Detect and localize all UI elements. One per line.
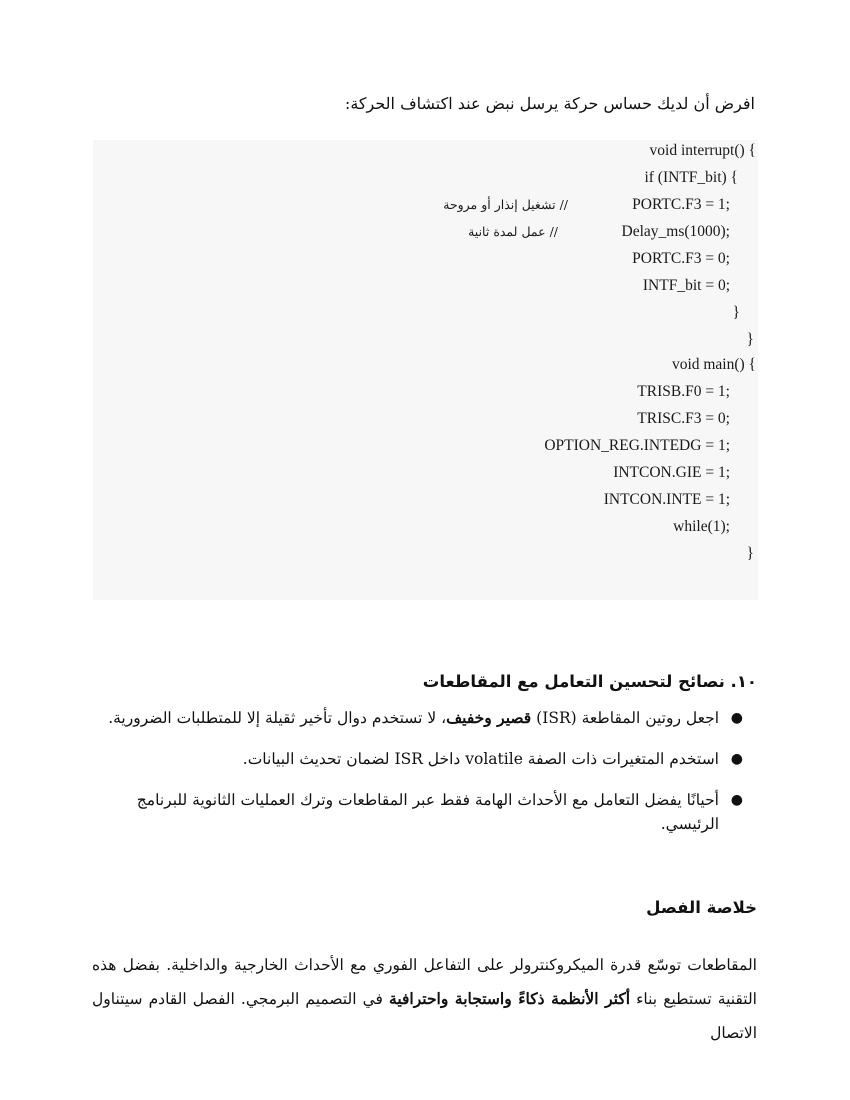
code-line: void main() { (671, 356, 756, 373)
bullet-icon: ● (730, 751, 743, 767)
summary-paragraph (92, 948, 757, 1050)
code-line: TRISB.F0 = 1; (637, 383, 730, 400)
code-line: INTCON.GIE = 1; (613, 464, 730, 481)
code-line: OPTION_REG.INTEDG = 1; (544, 437, 730, 454)
bullet-icon: ● (730, 710, 743, 726)
tip-text: استخدم المتغيرات ذات الصفة volatile داخل ISR لضمان تحديث البيانات. (242, 750, 719, 768)
tip-text: أحيانًا يفضل التعامل مع الأحداث الهامة فقط عبر المقاطعات وترك العمليات الثانوية للبرنامج الرئيسي. (136, 791, 719, 833)
code-block (93, 140, 758, 600)
list-item (97, 706, 757, 730)
list-item (97, 747, 757, 771)
code-line: if (INTF_bit) { (644, 169, 738, 186)
code-comment: // تشغيل إنذار أو مروحة (443, 197, 568, 212)
tip-emphasis: قصير وخفيف (446, 708, 532, 727)
code-line: INTF_bit = 0; (642, 277, 730, 294)
code-line: void interrupt() { (649, 142, 756, 159)
code-line: Delay_ms(1000); (621, 223, 730, 240)
tips-list (97, 706, 757, 853)
tip-text: ، لا تستخدم دوال تأخير ثقيلة إلا للمتطلبات الضرورية. (108, 709, 447, 727)
bullet-icon: ● (730, 792, 743, 808)
tip-text: اجعل روتين المقاطعة (ISR) (531, 709, 719, 727)
code-line: } (732, 304, 740, 321)
code-comment: // عمل لمدة ثانية (468, 224, 558, 239)
code-line: } (746, 331, 754, 348)
code-line: while(1); (673, 518, 730, 535)
summary-text: في التصميم البرمجي. الفصل القادم سيتناول الاتصال (92, 989, 757, 1042)
summary-emphasis: أكثر الأنظمة ذكاءً واستجابة واحترافية (389, 988, 631, 1008)
summary-text: المقاطعات توسّع قدرة الميكروكنترولر على التفاعل الفوري مع الأحداث الخارجية والداخلية. بفضل هذه التقنية تستطيع بناء (92, 955, 757, 1008)
list-item (97, 788, 757, 836)
code-line: } (746, 545, 754, 562)
intro-text: افرض أن لديك حساس حركة يرسل نبض عند اكتشاف الحركة: (344, 94, 755, 113)
summary-heading: خلاصة الفصل (646, 898, 757, 917)
code-line: PORTC.F3 = 0; (632, 250, 730, 267)
code-line: TRISC.F3 = 0; (637, 410, 730, 427)
section-heading: ١٠. نصائح لتحسين التعامل مع المقاطعات (422, 672, 757, 691)
code-line: INTCON.INTE = 1; (603, 491, 730, 508)
code-line: PORTC.F3 = 1; (632, 196, 730, 213)
